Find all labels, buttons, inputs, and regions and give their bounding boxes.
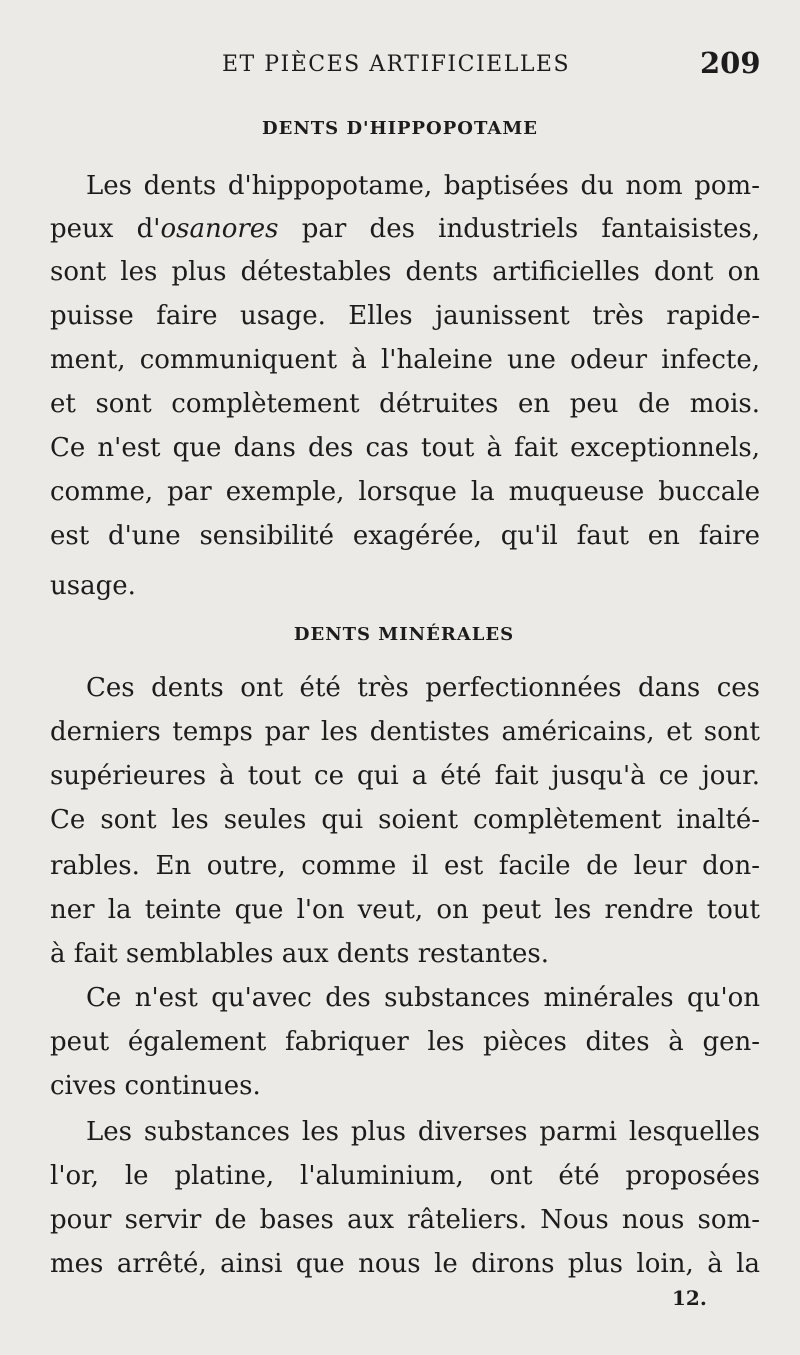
text-line: cives continues. [50,1071,261,1101]
text-line: pour servir de bases aux râteliers. Nous nous som- [50,1205,760,1235]
text-line: Ces dents ont été très perfectionnées dans ces [86,673,760,703]
text-line: Les dents d'hippopotame, baptisées du nom pom- [86,171,760,201]
section-heading: DENTS D'HIPPOPOTAME [262,118,538,139]
text-line: peut également fabriquer les pièces dites à gen- [50,1027,760,1057]
signature-mark: 12. [672,1286,707,1310]
text-line: l'or, le platine, l'aluminium, ont été proposées [50,1161,760,1191]
page-number: 209 [700,46,761,80]
text-line: ner la teinte que l'on veut, on peut les rendre tout [50,895,760,925]
text-line: sont les plus détestables dents artificielles dont on [50,257,760,287]
text-line: peux d'osanores par des industriels fantaisistes, [50,214,760,244]
section-heading: DENTS MINÉRALES [293,624,515,645]
text-line: Ce sont les seules qui soient complètement inalté- [50,805,760,835]
text-line: Les substances les plus diverses parmi lesquelles [86,1117,760,1147]
italic-term: osanores [160,214,279,244]
text-line: comme, par exemple, lorsque la muqueuse buccale [50,477,760,507]
text-line: usage. [50,571,136,601]
text-line: puisse faire usage. Elles jaunissent très rapide- [50,301,760,331]
text-line: à fait semblables aux dents restantes. [50,939,550,969]
text-line: est d'une sensibilité exagérée, qu'il faut en faire [50,521,760,551]
text-line: et sont complètement détruites en peu de mois. [50,389,760,419]
text-line: supérieures à tout ce qui a été fait jusqu'à ce jour. [50,761,760,791]
text-line: mes arrêté, ainsi que nous le dirons plus loin, à la [50,1249,760,1279]
text-line: rables. En outre, comme il est facile de leur don- [50,851,760,881]
text-line: Ce n'est qu'avec des substances minérales qu'on [86,983,760,1013]
text-line: ment, communiquent à l'haleine une odeur infecte, [50,345,760,375]
running-head [0,46,800,86]
running-title: ET PIÈCES ARTIFICIELLES [222,52,571,77]
text-line: derniers temps par les dentistes américains, et sont [50,717,760,747]
text-line: Ce n'est que dans des cas tout à fait exceptionnels, [50,433,760,463]
